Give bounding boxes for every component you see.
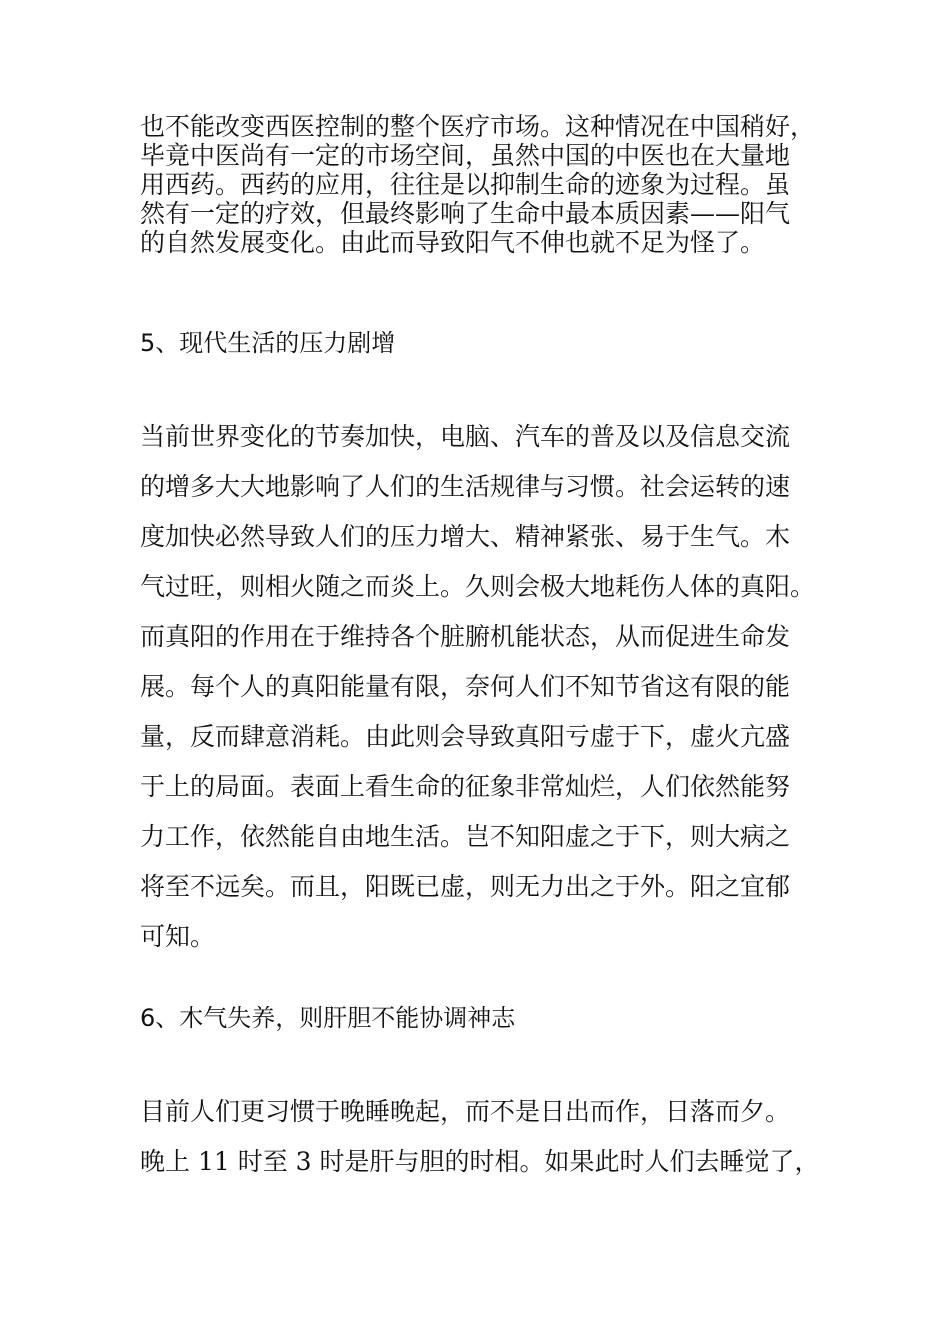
text-line: 将至不远矣。而且，阳既已虚，则无力出之于外。阳之宜郁 <box>140 872 791 901</box>
paragraph-western-medicine <box>140 112 830 257</box>
text-line: 量，反而肆意消耗。由此则会导致真阳亏虚于下，虚火亢盛 <box>140 722 791 751</box>
heading-text: 6、木气失养，则肝胆不能协调神志 <box>140 1004 516 1032</box>
text-line: 展。每个人的真阳能量有限，奈何人们不知节省这有限的能 <box>140 672 791 701</box>
text-line: 当前世界变化的节奏加快，电脑、汽车的普及以及信息交流 <box>140 422 791 451</box>
text-line: 的增多大大地影响了人们的生活规律与习惯。社会运转的速 <box>140 472 791 501</box>
text-line: 也不能改变西医控制的整个医疗市场。这种情况在中国稍好， <box>140 112 816 141</box>
section-heading-6 <box>140 1000 830 1036</box>
text-line: 度加快必然导致人们的压力增大、精神紧张、易于生气。木 <box>140 522 791 551</box>
text-line: 毕竟中医尚有一定的市场空间，虽然中国的中医也在大量地 <box>140 141 791 170</box>
text-line: 于上的局面。表面上看生命的征象非常灿烂，人们依然能努 <box>140 772 791 801</box>
paragraph-modern-pressure <box>140 412 830 962</box>
text-line: 目前人们更习惯于晚睡晚起，而不是日出而作，日落而夕。 <box>140 1097 791 1126</box>
text-line: 晚上 11 时至 3 时是肝与胆的时相。如果此时人们去睡觉了， <box>140 1147 820 1176</box>
text-line: 的自然发展变化。由此而导致阳气不伸也就不足为怪了。 <box>140 228 766 257</box>
text-line: 气过旺，则相火随之而炎上。久则会极大地耗伤人体的真阳。 <box>140 572 816 601</box>
text-line: 然有一定的疗效，但最终影响了生命中最本质因素——阳气 <box>140 199 791 228</box>
heading-text: 5、现代生活的压力剧增 <box>140 329 396 357</box>
text-line: 可知。 <box>140 922 216 951</box>
section-heading-5 <box>140 325 830 361</box>
text-line: 用西药。西药的应用，往往是以抑制生命的迹象为过程。虽 <box>140 170 791 199</box>
text-line: 力工作，依然能自由地生活。岂不知阳虚之于下，则大病之 <box>140 822 791 851</box>
text-line: 而真阳的作用在于维持各个脏腑机能状态，从而促进生命发 <box>140 622 791 651</box>
paragraph-sleep-habits <box>140 1087 830 1187</box>
